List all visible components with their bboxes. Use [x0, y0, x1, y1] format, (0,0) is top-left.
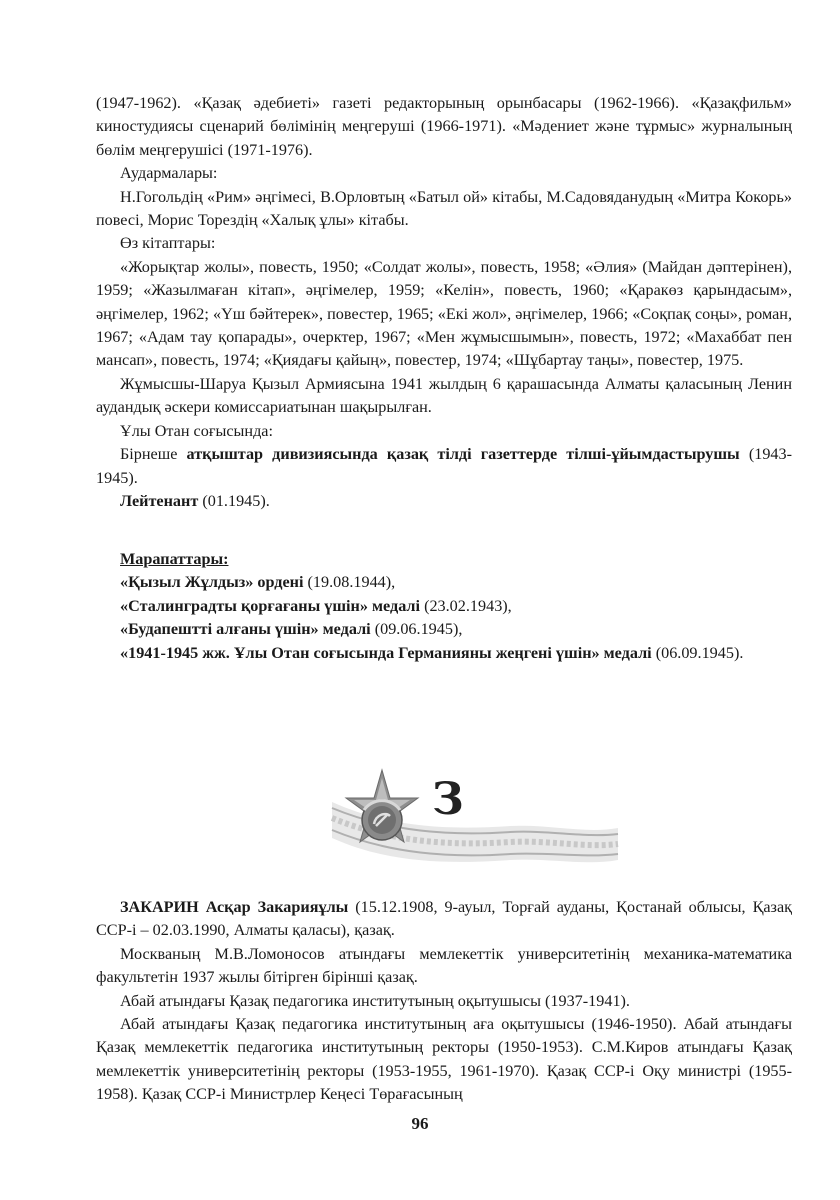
translations-heading: Аудармалары: [120, 164, 218, 183]
page-number: 96 [411, 1114, 429, 1133]
award-item [96, 571, 792, 594]
education-paragraph: Москваның М.В.Ломоносов атындағы мемлекеттік университетінің механика-математика факультетін 1937 жылы бітірген бірінші қазақ. [96, 944, 792, 987]
award-name: «Сталинградты қорғағаны үшін» медалі [120, 596, 421, 615]
bio-header-paragraph [96, 896, 792, 943]
translations-text: Н.Гогольдің «Рим» әңгімесі, В.Орловтың «Батыл ой» кітабы, М.Садовяданудың «Митра Кокорь» повесі, Морис Торездің «Халық ұлы» кітабы. [96, 187, 792, 230]
person-details: (15.12.1908, 9-ауыл, Торғай ауданы, Қостанай облысы, Қазақ ССР-і – 02.03.1990, Алматы қаласы), қазақ. [96, 898, 792, 940]
war-service-years: (1943-1945). [96, 445, 792, 487]
war-heading: Ұлы Отан соғысында: [120, 421, 273, 440]
person-name: ЗАКАРИН Асқар Закарияұлы [120, 898, 349, 916]
own-books-text: «Жорықтар жолы», повесть, 1950; «Солдат жолы», повесть, 1958; «Әлия» (Майдан дәптерінен), 1959; «Жазылмаған кітап», әңгімелер, 1959; «Келін», повесть, 1960; «Қаракөз қарындасым», әңгімелер, 1962; «Үш бәйтерек», повестер, 1965; «Екі жол», әңгімелер, 1966; «Соқпақ соңы», роман, 1967; «Адам тау қопарады», очерктер, 1967; «Мен жұмысшымын», повесть, 1972; «Махаббат пен мансап», повесть, 1974; «Қиядағы қайың», повестер, 1974; «Шұбартау таңы», повестер, 1975. [96, 257, 792, 370]
teaching-paragraph: Абай атындағы Қазақ педагогика институтының оқытушысы (1937-1941). [120, 991, 630, 1010]
conscription-paragraph: Жұмысшы-Шаруа Қызыл Армиясына 1941 жылдың 6 қарашасында Алматы қаласының Ленин аудандық әскери комиссариатынан шақырылған. [96, 374, 792, 417]
award-date: (19.08.1944), [303, 573, 396, 592]
award-name: «Будапештті алғаны үшін» медалі [120, 620, 371, 639]
awards-section [96, 548, 792, 665]
award-item [96, 595, 792, 618]
biography-entry [96, 896, 792, 1107]
chapter-letter: З [432, 774, 464, 825]
award-date: (23.02.1943), [420, 596, 512, 615]
rank-paragraph [96, 490, 792, 513]
biography-continuation [96, 92, 792, 513]
war-service-paragraph [96, 443, 792, 490]
award-item [96, 618, 792, 641]
award-date: (09.06.1945), [370, 620, 463, 639]
career-paragraph: (1947-1962). «Қазақ әдебиеті» газеті редакторының орынбасары (1962-1966). «Қазақфильм» киностудиясы сценарий бөлімінің меңгеруші (1966-1971). «Мәдениет және тұрмыс» журналының бөлім меңгерушісі (1971-1976). [96, 94, 792, 159]
award-date: (06.09.1945). [651, 643, 744, 662]
award-item [96, 642, 792, 665]
order-star-ribbon-icon [330, 768, 620, 872]
war-service-role: атқыштар дивизиясында қазақ тілді газеттерде тілші-ұйымдастырушы [186, 445, 740, 464]
award-name: «1941-1945 жж. Ұлы Отан соғысында Германияны жеңгені үшін» медалі [120, 643, 652, 662]
awards-heading: Марапаттары: [120, 550, 229, 568]
award-name: «Қызыл Жұлдыз» ордені [120, 573, 304, 592]
rank-date: (01.1945). [198, 491, 270, 510]
career-paragraph: Абай атындағы Қазақ педагогика институтының аға оқытушысы (1946-1950). Абай атындағы Қазақ мемлекеттік педагогика институтының ректоры (1950-1953). С.М.Киров атындағы Қазақ мемлекеттік университетінің ректоры (1953-1955, 1961-1970). Қазақ ССР-і Оқу министрі (1955-1958). Қазақ ССР-і Министрлер Кеңесі Төрағасының [96, 1015, 792, 1104]
war-service-prefix: Бірнеше [120, 445, 187, 464]
rank-title: Лейтенант [120, 491, 199, 510]
own-books-heading: Өз кітаптары: [120, 234, 216, 253]
